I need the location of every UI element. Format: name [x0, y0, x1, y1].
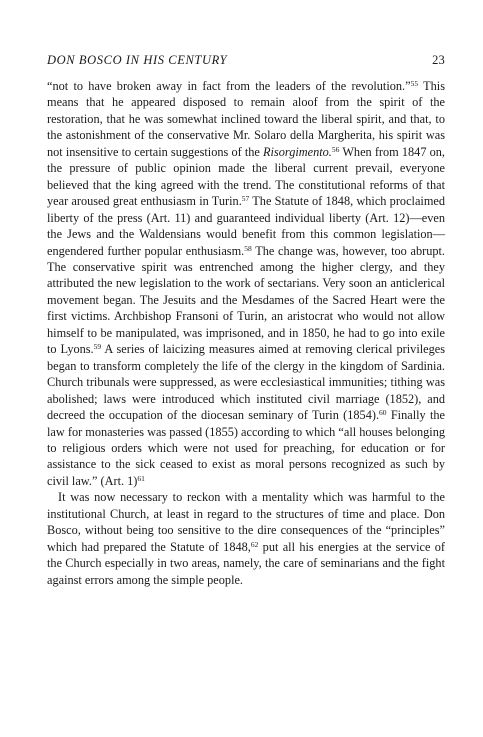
text-run: A series of laicizing measures aimed at removing clerical privileges began to transform completely the life of the clergy in the kingdom of Sardinia. Church tribunals were suppressed, as were ecclesiastical immunities; tithing was abolished; laws were introduced which instituted civil marriage (1852), and decreed the occupation of the diocesan seminary of Turin (1854).: [47, 342, 446, 423]
running-header: [47, 53, 445, 68]
footnote-ref: 62: [250, 539, 259, 549]
text-run: The change was, however, too abrupt. The conservative spirit was entrenched among the higher clergy, and they attributed the new legislation to the work of sectarians. Very soon an anticlerical movement began. The Jesuits and the Mesdames of the Sacred Heart were the first victims. Archbishop Fransoni of Turin, an aristocrat who would not allow himself to be manipulated, was imprisoned, and in 1850, he had to go into exile to Lyons.: [47, 243, 445, 357]
italic-term: Risorgimento.: [263, 144, 332, 159]
book-page: [47, 53, 445, 588]
text-run: The Statute of 1848, which proclaimed liberty of the press (Art. 11) and guaranteed individual liberty (Art. 12)—even the Jews and the Waldensians would benefit from this common legislation—engendered further popular enthusiasm.: [47, 194, 445, 258]
text-run: It was now necessary to reckon with a mentality which was harmful to the institutional Church, at least in regard to the structures of time and place. Don Bosco, without being too sensitive to the dire consequences of the “principles” which had prepared the Statute of 1848,: [47, 490, 445, 554]
footnote-ref: 58: [244, 243, 252, 253]
footnote-ref: 60: [379, 408, 387, 418]
footnote-ref: 57: [241, 194, 250, 204]
text-run: This means that he appeared disposed to remain aloof from the spirit of the restoration, that he was somewhat inclined toward the liberal spirit, and that, to the astonishment of the conservative Mr. Solaro della Margherita, his spirit was not insensitive to certain suggestions of the: [47, 79, 446, 159]
paragraph: [47, 489, 445, 588]
text-run: “not to have broken away in fact from the leaders of the revolution.”: [47, 79, 411, 93]
page-number: 23: [432, 53, 445, 67]
footnote-ref: 61: [137, 473, 145, 483]
footnote-ref: 59: [93, 342, 102, 352]
paragraph: [47, 78, 445, 489]
body-text: [47, 78, 445, 588]
text-run: Finally the law for monasteries was passed (1855) according to which “all houses belonging to religious orders which were not used for preaching, for education or for assistance to the sick ceased to exist as moral persons recognized as such by civil law.” (Art. 1): [47, 408, 445, 488]
footnote-ref: 55: [410, 79, 419, 88]
running-title: DON BOSCO IN HIS CENTURY: [47, 53, 228, 67]
footnote-ref: 56: [331, 144, 340, 154]
text-run: When from 1847 on, the pressure of public opinion made the liberal current prevail, everyone believed that the king agreed with the trend. The constitutional reforms of that year aroused great enthusiasm in Turin.: [47, 144, 445, 209]
text-run: put all his energies at the service of the Church especially in two areas, namely, the care of seminarians and the fight against errors among the simple people.: [47, 539, 445, 587]
